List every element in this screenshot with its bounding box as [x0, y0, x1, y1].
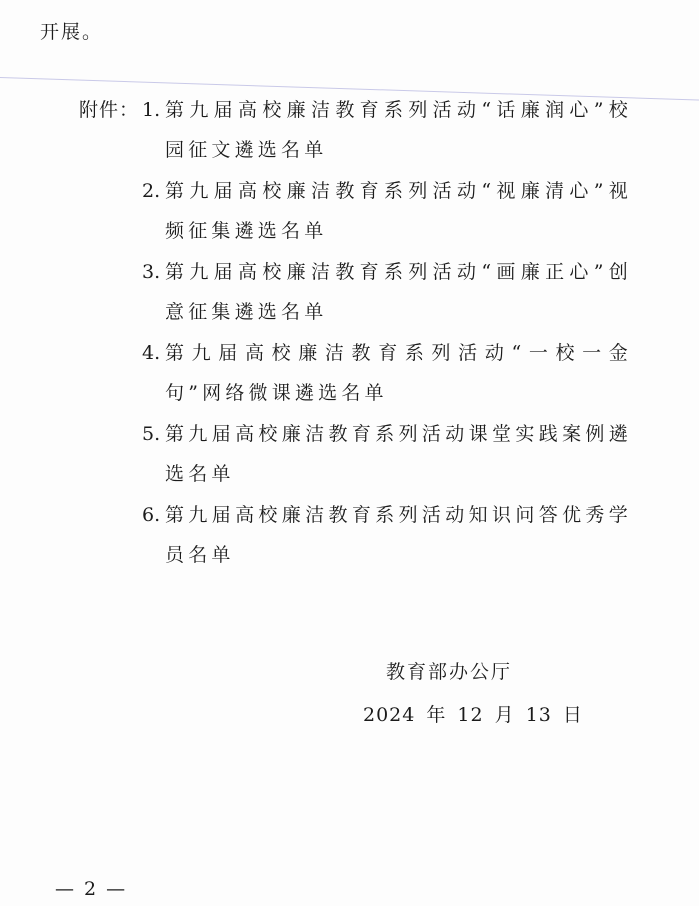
issue-date: 2024 年 12 月 13 日	[363, 704, 583, 726]
attachment-number: 3.	[142, 261, 161, 283]
attachment-number: 5.	[142, 423, 161, 445]
page-number: — 2 —	[55, 878, 128, 900]
attachment-title: 第九届高校廉洁教育系列活动“画廉正心”创意征集遴选名单	[165, 261, 632, 323]
attachment-number: 1.	[142, 99, 161, 121]
attachments-list	[142, 98, 632, 584]
attachment-title: 第九届高校廉洁教育系列活动知识问答优秀学员名单	[165, 504, 632, 566]
attachment-item	[142, 422, 632, 503]
attachment-item	[142, 179, 632, 260]
attachment-number: 4.	[142, 342, 161, 364]
attachment-number: 2.	[142, 180, 161, 202]
attachment-item	[142, 260, 632, 341]
continued-text: 开展。	[40, 21, 104, 43]
issuing-organization: 教育部办公厅	[386, 661, 513, 683]
attachment-title: 第九届高校廉洁教育系列活动课堂实践案例遴选名单	[165, 423, 632, 485]
attachment-number: 6.	[142, 504, 161, 526]
attachment-item	[142, 341, 632, 422]
attachment-item	[142, 98, 632, 179]
attachments-label: 附件：	[79, 99, 140, 121]
attachment-item	[142, 503, 632, 584]
attachment-title: 第九届高校廉洁教育系列活动“话廉润心”校园征文遴选名单	[165, 99, 632, 161]
attachment-title: 第九届高校廉洁教育系列活动“一校一金句”网络微课遴选名单	[165, 342, 632, 404]
attachment-title: 第九届高校廉洁教育系列活动“视廉清心”视频征集遴选名单	[165, 180, 632, 242]
